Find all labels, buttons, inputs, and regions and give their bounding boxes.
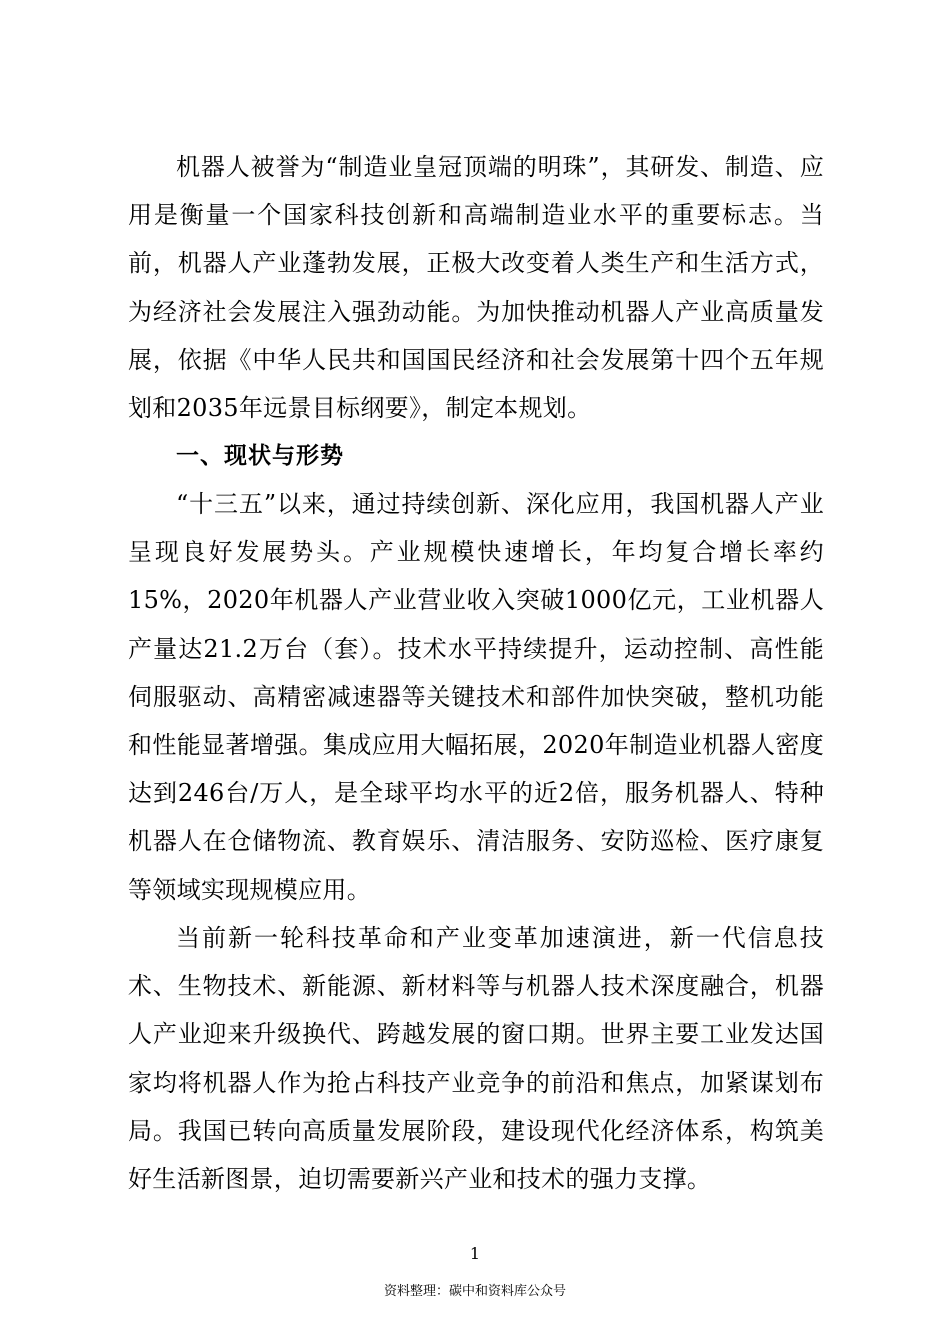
footer-source-note: 资料整理：碳中和资料库公众号 — [383, 1284, 566, 1299]
intro-paragraph: 机器人被誉为“制造业皇冠顶端的明珠”，其研发、制造、应用是衡量一个国家科技创新和高端制造业水平的重要标志。当前，机器人产业蓬勃发展，正极大改变着人类生产和生活方式，为经济社会发展注入强劲动能。为加快推动机器人产业高质量发展，依据《中华人民共和国国民经济和社会发展第十四个五年规划和2035年远景目标纲要》，制定本规划。 — [128, 153, 824, 423]
page-number: 1 — [469, 1244, 481, 1263]
status-paragraph: “十三五”以来，通过持续创新、深化应用，我国机器人产业呈现良好发展势头。产业规模快速增长，年均复合增长率约15%，2020年机器人产业营业收入突破1000亿元，工业机器人产量达21.2万台（套）。技术水平持续提升，运动控制、高性能伺服驱动、高精密减速器等关键技术和部件加快突破，整机功能和性能显著增强。集成应用大幅拓展，2020年制造业机器人密度达到246台/万人，是全球平均水平的近2倍，服务机器人、特种机器人在仓储物流、教育娱乐、清洁服务、安防巡检、医疗康复等领域实现规模应用。 — [128, 490, 824, 904]
trend-paragraph: 当前新一轮科技革命和产业变革加速演进，新一代信息技术、生物技术、新能源、新材料等与机器人技术深度融合，机器人产业迎来升级换代、跨越发展的窗口期。世界主要工业发达国家均将机器人作为抢占科技产业竞争的前沿和焦点，加紧谋划布局。我国已转向高质量发展阶段，建设现代化经济体系，构筑美好生活新图景，迫切需要新兴产业和技术的强力支撑。 — [128, 924, 824, 1194]
section-heading: 一、现状与形势 — [176, 443, 344, 469]
